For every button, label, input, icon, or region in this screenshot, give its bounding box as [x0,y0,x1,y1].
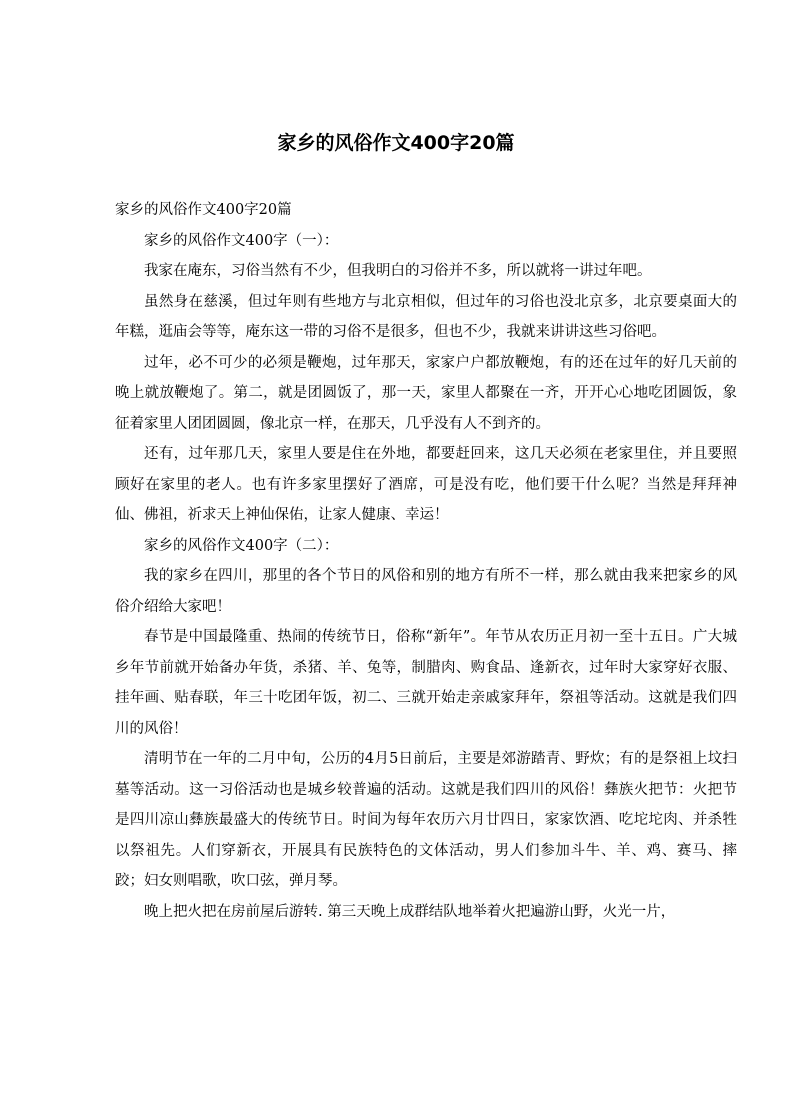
paragraph: 我家在庵东，习俗当然有不少，但我明白的习俗并不多，所以就将一讲过年吧。 [144,263,652,279]
paragraph: 春节是中国最隆重、热闹的传统节日，俗称“新年”。年节从农历正月初一至十五日。广大城乡年节前就开始备办年货，杀猪、羊、兔等，制腊肉、购食品、逢新衣，过年时大家穿好衣服、挂年画、贴春联，年三十吃团年饭，初二、三就开始走亲戚家拜年，祭祖等活动。这就是我们四川的风俗！ [115,629,737,737]
paragraph: 清明节在一年的二月中旬，公历的4月5日前后，主要是郊游踏青、野炊；有的是祭祖上坟扫墓等活动。这一习俗活动也是城乡较普遍的活动。这就是我们四川的风俗！彝族火把节：火把节是四川凉山彝族最盛大的传统节日。时间为每年农历六月廿四日，家家饮酒、吃坨坨肉、并杀牲以祭祖先。人们穿新衣，开展具有民族特色的文体活动，男人们参加斗牛、羊、鸡、赛马、摔跤；妇女则唱歌，吹口弦，弹月琴。 [115,751,737,889]
paragraph: 晚上把火把在房前屋后游转. 第三天晚上成群结队地举着火把遍游山野，火光一片， [144,903,676,920]
document-body [115,195,737,927]
paragraph: 还有，过年那几天，家里人要是住在外地，都要赶回来，这几天必须在老家里住，并且要照顾好在家里的老人。也有许多家里摆好了酒席，可是没有吃，他们要干什么呢？当然是拜拜神仙、佛祖，祈求天上神仙保佑，让家人健康、幸运！ [115,446,737,523]
paragraph: 家乡的风俗作文400字（一）： [144,232,339,249]
paragraph: 家乡的风俗作文400字20篇 [115,202,292,218]
paragraph: 家乡的风俗作文400字（二）： [144,537,339,554]
paragraph: 过年，必不可少的必须是鞭炮，过年那天，家家户户都放鞭炮，有的还在过年的好几天前的晚上就放鞭炮了。第二，就是团圆饭了，那一天，家里人都聚在一齐，开开心心地吃团圆饭，象征着家里人团团圆圆，像北京一样，在那天，几乎没有人不到齐的。 [115,354,737,432]
paragraph: 虽然身在慈溪，但过年则有些地方与北京相似，但过年的习俗也没北京多，北京要桌面大的年糕，逛庙会等等，庵东这一带的习俗不是很多，但也不少，我就来讲讲这些习俗吧。 [115,293,737,340]
document-title: 家乡的风俗作文400字20篇 [277,132,515,154]
paragraph: 我的家乡在四川，那里的各个节日的风俗和别的地方有所不一样，那么就由我来把家乡的风俗介绍给大家吧！ [115,568,737,615]
